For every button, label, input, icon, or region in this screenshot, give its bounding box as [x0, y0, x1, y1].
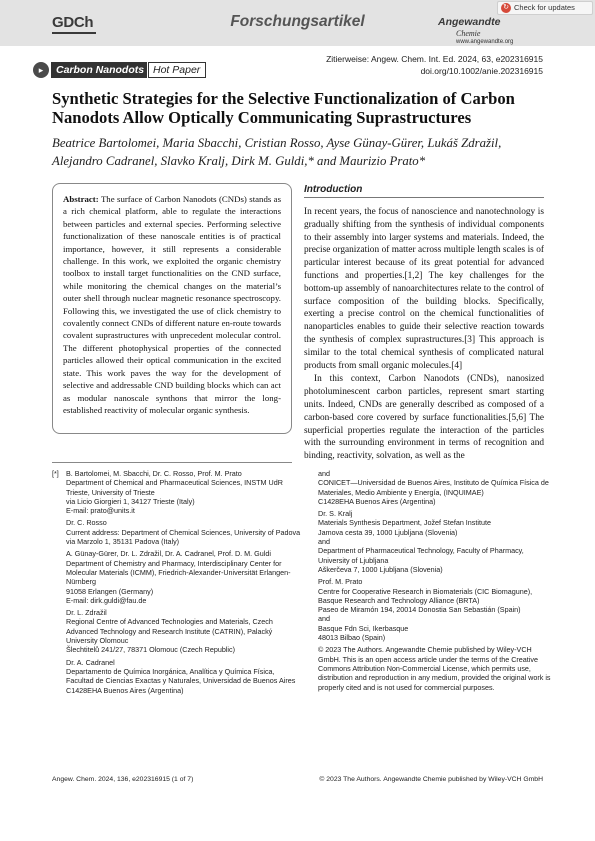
affiliation-block: Dr. C. Rosso Current address: Department of Chemical Sciences, University of Padova via Marzolo 1, 35131 Padova (Italy)	[66, 518, 301, 547]
footnote-divider	[52, 462, 292, 463]
affiliation-block: and CONICET—Universidad de Buenos Aires, Instituto de Química Física de Materiales, Medio Ambiente y Energía, (INQUIMAE) C1428EHA Buenos Aires (Argentina)	[318, 469, 549, 506]
paragraph: In this context, Carbon Nanodots (CNDs), nanosized photoluminescent carbon particles, represent smart starting units. Indeed, CNDs are generally described as composed of a carbon-based core covered by surface functionalities.[5,6] The superficial properties regulate the interaction of the particles with the surrounding environment in terms of recognition and binding, reactivity, solvation, as well as the	[304, 374, 544, 462]
abstract-text: Abstract: The surface of Carbon Nanodots (CNDs) stands as a rich chemical platform, able to regulate the interactions between particles and external species. Performing selective functionalization of these nanoscale entities is of practical importance, however, it still represents a considerable challenge. In this work, we exploited the organic chemistry toolbox to install target functionalities on the CND surface, while monitoring the chemical changes on the material’s outer shell through nuclear magnetic resonance spectroscopy. Following this, we investigated the use of click chemistry to covalently connect CNDs of different nature en-route towards covalent suprastructures with unprecedent molecular control. The different photophysical properties of the connected particles allowed their optical communication in the excited state. This work paves the way for the development of selective and addressable CND building blocks which can act as modular nanoscale synthons that mirror the long-established reactivity of molecular organic synthesis.	[63, 194, 281, 415]
citation-line: Zitierweise: Angew. Chem. Int. Ed. 2024, 63, e202316915	[326, 54, 543, 64]
affiliation-block: © 2023 The Authors. Angewandte Chemie published by Wiley-VCH GmbH. This is an open access article under the terms of the Creative Commons Attribution Non-Commercial License, which permits use, distribution and reproduction in any medium, provided the original work is properly cited and is not used for commercial purposes.	[318, 645, 551, 692]
hot-paper-badge: Hot Paper	[148, 62, 206, 78]
paragraph: In recent years, the focus of nanoscience and nanotechnology is gradually shifting from the synthesis of individual components to their assembly into larger systems and materials. Indeed, the precise organization of matter across multiple length scales is of particular interest because of its great potential for advanced functions and properties.[1,2] The key challenges for the bottom-up assembly of nanoarchitectures relate to the control of surface composition of the building blocks. Specifically, exerting a precise control on the chemical functionalities of nanoparticles enables to guide their selective reaction towards the synthesis of complex suprastructures.[3] This approach is similar to the total chemical synthesis of complicated natural products from small organic molecules.[4]	[304, 207, 544, 371]
abstract-label: Abstract:	[63, 194, 99, 204]
play-circle-icon: ▸	[33, 62, 49, 78]
affiliation-block: A. Günay-Gürer, Dr. L. Zdražil, Dr. A. Cadranel, Prof. D. M. Guldi Department of Chemistry and Pharmacy, Interdisciplinary Center for Molecular Materials (ICMM), Friedrich-Alexander-Universität Erlangen-Nürnberg 91058 Erlangen (Germany) E-mail: dirk.guldi@fau.de	[66, 549, 291, 605]
affiliations-left	[66, 469, 302, 698]
footer-citation: Angew. Chem. 2024, 136, e202316915 (1 of 7)	[52, 776, 194, 783]
article-title: Synthetic Strategies for the Selective Functionalization of Carbon Nanodots Allow Optically Communicating Suprastructures	[52, 89, 515, 127]
introduction-heading: Introduction	[304, 184, 363, 195]
heading-divider	[304, 197, 544, 198]
affiliation-block: Dr. L. Zdražil Regional Centre of Advanced Technologies and Materials, Czech Advanced Technology and Research Institute (CATRIN), Palacký University Olomouc Šlechtitelů 241/27, 78371 Olomouc (Czech Republic)	[66, 608, 273, 655]
affiliation-block: Prof. M. Prato Centre for Cooperative Research in Biomaterials (CIC Biomagune), Basque Research and Technology Alliance (BRTA) Paseo de Miramón 194, 20014 Donostia San Sebastián (Spain) and Basque Fdn Sci, Ikerbasque 48013 Bilbao (Spain)	[318, 577, 533, 643]
footer-copyright: © 2023 The Authors. Angewandte Chemie published by Wiley-VCH GmbH	[319, 776, 543, 783]
abstract-box	[52, 183, 292, 434]
footnote-mark: [*]	[52, 469, 59, 478]
introduction-body	[304, 206, 544, 463]
affiliation-block: Dr. S. Kralj Materials Synthesis Department, Jožef Stefan Institute Jamova cesta 39, 1000 Ljubljana (Slovenia) and Department of Pharmaceutical Technology, Faculty of Pharmacy, University of Ljubljana Aškerčeva 7, 1000 Ljubljana (Slovenia)	[318, 509, 524, 574]
affiliation-block: B. Bartolomei, M. Sbacchi, Dr. C. Rosso, Prof. M. Prato Department of Chemical and Pharmaceutical Sciences, INSTM UdR Trieste, University of Trieste via Licio Giorgieri 1, 34127 Trieste (Italy) E-mail: prato@units.it	[66, 469, 283, 516]
doi-link[interactable]: doi.org/10.1002/anie.202316915	[420, 66, 543, 76]
citation-block	[326, 53, 543, 77]
gdch-logo: GDCh	[52, 14, 93, 31]
section-label: Forschungsartikel	[230, 13, 365, 30]
angewandte-logo: Angewandte Chemie www.angewandte.org	[438, 16, 514, 45]
topic-badge: Carbon Nanodots	[51, 62, 147, 78]
check-for-updates-button[interactable]: ↻ Check for updates	[497, 1, 593, 15]
affiliations-right	[318, 469, 552, 695]
journal-header	[0, 0, 595, 46]
refresh-icon: ↻	[501, 3, 511, 13]
affiliation-block: Dr. A. Cadranel Departamento de Química Inorgánica, Analítica y Química Física, Facultad de Ciencias Exactas y Naturales, Universidad de Buenos Aires C1428EHA Buenos Aires (Argentina)	[66, 657, 296, 695]
author-list: Beatrice Bartolomei, Maria Sbacchi, Cristian Rosso, Ayse Günay-Gürer, Lukáš Zdražil, Alejandro Cadranel, Slavko Kralj, Dirk M. Guldi,* and Maurizio Prato*	[52, 136, 502, 168]
